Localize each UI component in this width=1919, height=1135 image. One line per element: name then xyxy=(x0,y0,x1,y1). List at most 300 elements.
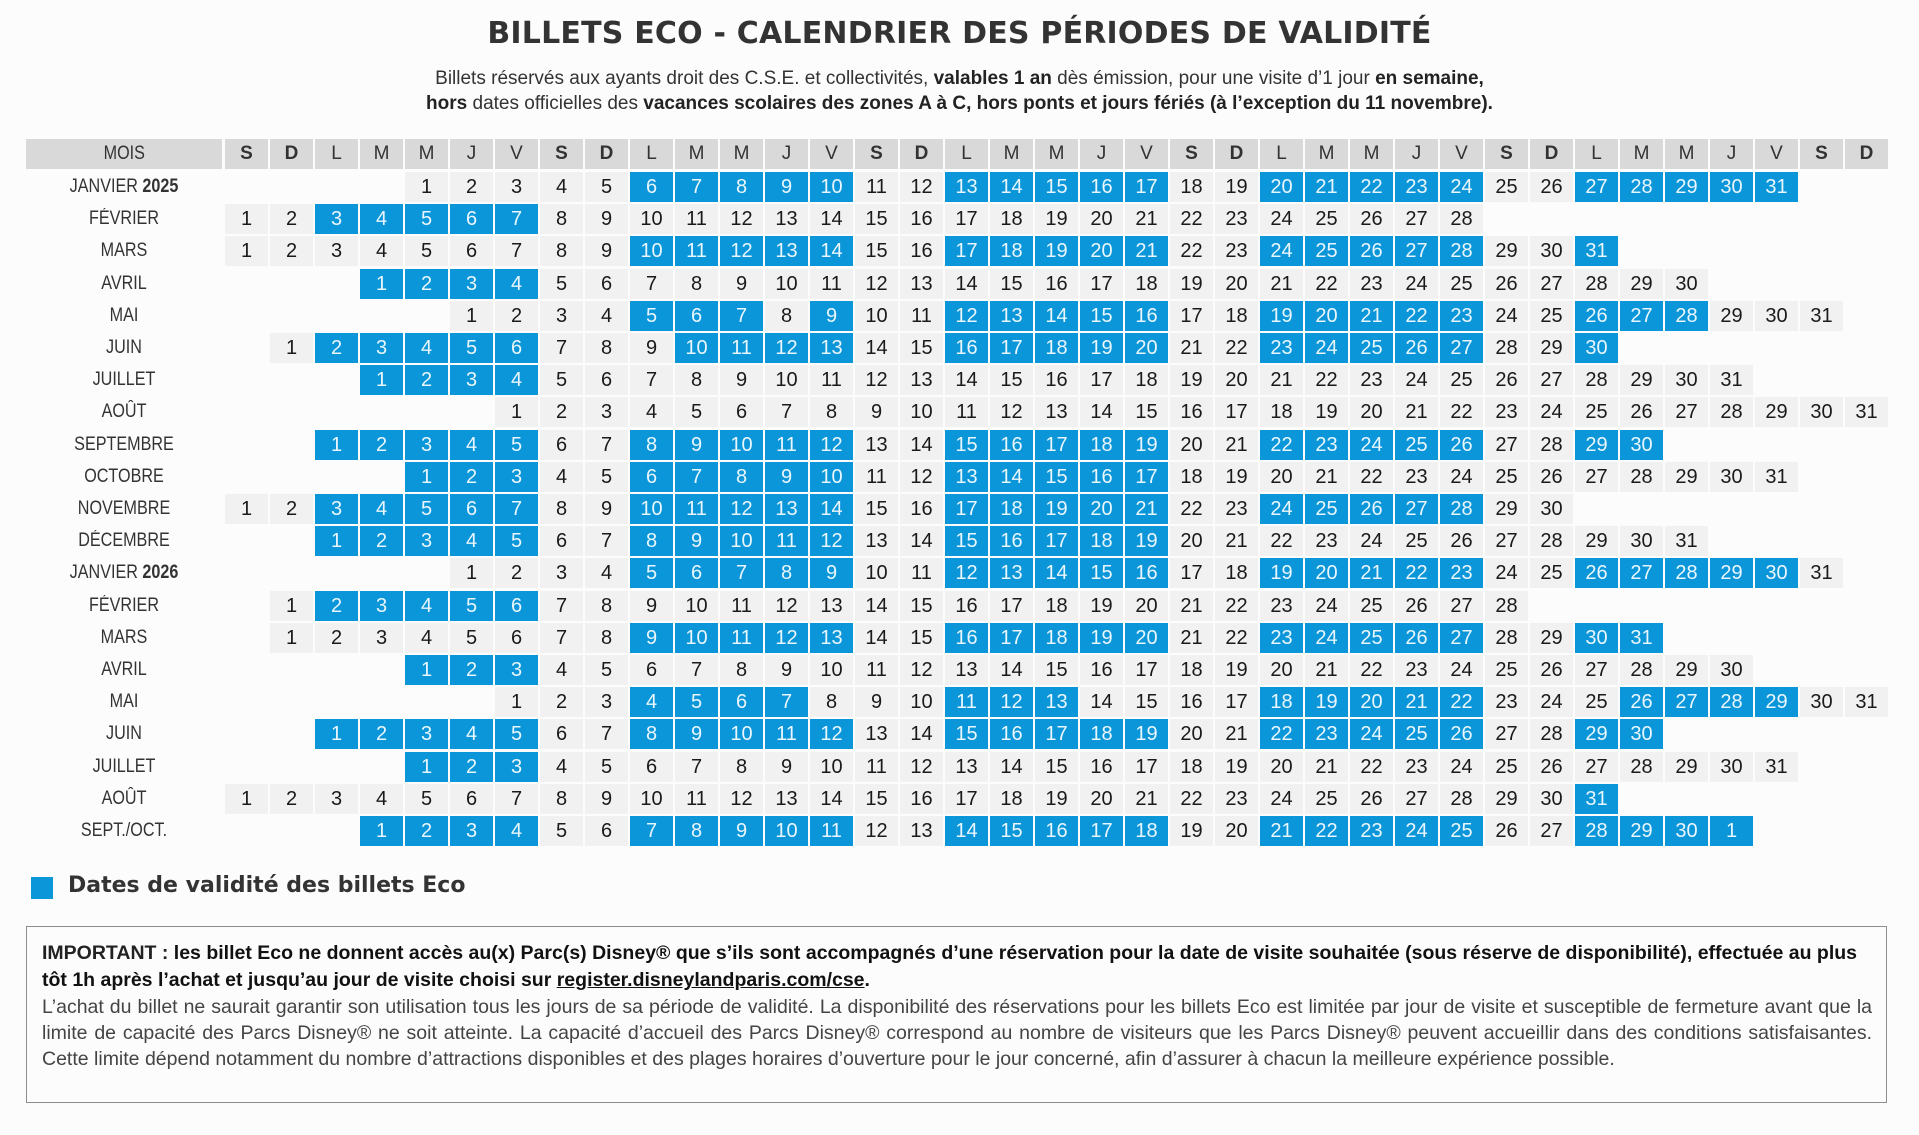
day-cell: 27 xyxy=(1530,269,1573,299)
valid-day-cell: 25 xyxy=(1350,623,1393,653)
valid-day-cell: 19 xyxy=(1035,236,1078,266)
valid-day-cell: 12 xyxy=(810,526,853,556)
day-cell: 1 xyxy=(495,687,538,717)
valid-day-cell: 4 xyxy=(450,719,493,749)
day-cell: 11 xyxy=(675,784,718,814)
month-name: SEPTEMBRE xyxy=(74,433,174,455)
valid-day-cell: 20 xyxy=(1125,623,1168,653)
day-cell: 8 xyxy=(585,591,628,621)
valid-day-cell: 9 xyxy=(675,430,718,460)
day-cell: 6 xyxy=(450,784,493,814)
valid-day-cell: 7 xyxy=(720,558,763,588)
valid-day-cell: 30 xyxy=(1665,816,1708,846)
day-cell: 6 xyxy=(540,430,583,460)
day-cell: 22 xyxy=(1350,462,1393,492)
day-cell: 28 xyxy=(1485,623,1528,653)
day-cell: 15 xyxy=(855,236,898,266)
valid-day-cell: 19 xyxy=(1080,333,1123,363)
day-cell: 11 xyxy=(855,462,898,492)
month-name: OCTOBRE xyxy=(84,465,164,487)
day-cell: 13 xyxy=(810,591,853,621)
valid-day-cell: 28 xyxy=(1665,558,1708,588)
day-cell: 14 xyxy=(1080,687,1123,717)
valid-day-cell: 2 xyxy=(315,333,358,363)
day-cell: 16 xyxy=(1035,365,1078,395)
valid-day-cell: 11 xyxy=(765,719,808,749)
subtitle-line-1 xyxy=(0,66,1919,91)
valid-day-cell: 22 xyxy=(1440,687,1483,717)
day-cell: 27 xyxy=(1440,591,1483,621)
valid-day-cell: 29 xyxy=(1575,430,1618,460)
month-name: JANVIER xyxy=(69,176,138,197)
day-cell: 29 xyxy=(1665,655,1708,685)
day-cell: 21 xyxy=(1215,526,1258,556)
valid-day-cell: 14 xyxy=(945,816,988,846)
day-cell: 22 xyxy=(1170,494,1213,524)
valid-day-cell: 21 xyxy=(1305,172,1348,202)
day-cell: 29 xyxy=(1710,301,1753,331)
day-cell: 27 xyxy=(1575,655,1618,685)
day-cell: 10 xyxy=(855,558,898,588)
valid-day-cell: 27 xyxy=(1395,494,1438,524)
valid-day-cell: 9 xyxy=(630,623,673,653)
day-cell: 1 xyxy=(270,623,313,653)
valid-day-cell: 11 xyxy=(765,430,808,460)
day-cell: 3 xyxy=(585,397,628,427)
valid-day-cell: 26 xyxy=(1350,236,1393,266)
weekday-header: S xyxy=(540,139,583,169)
month-label xyxy=(41,365,208,395)
weekday-header: M xyxy=(1620,139,1663,169)
month-name: MARS xyxy=(100,240,148,262)
day-cell: 23 xyxy=(1215,784,1258,814)
day-cell: 11 xyxy=(945,397,988,427)
day-cell: 25 xyxy=(1485,462,1528,492)
day-cell: 13 xyxy=(855,526,898,556)
month-label xyxy=(41,204,208,234)
valid-day-cell: 29 xyxy=(1620,816,1663,846)
day-cell: 26 xyxy=(1485,365,1528,395)
valid-day-cell: 4 xyxy=(360,204,403,234)
valid-day-cell: 22 xyxy=(1260,719,1303,749)
month-label xyxy=(41,397,208,427)
day-cell: 29 xyxy=(1755,397,1798,427)
day-cell: 21 xyxy=(1305,462,1348,492)
valid-day-cell: 29 xyxy=(1710,558,1753,588)
day-cell: 10 xyxy=(900,687,943,717)
day-cell: 14 xyxy=(900,430,943,460)
day-cell: 28 xyxy=(1440,784,1483,814)
day-cell: 10 xyxy=(855,301,898,331)
valid-day-cell: 11 xyxy=(945,687,988,717)
month-label xyxy=(41,430,208,460)
valid-day-cell: 3 xyxy=(405,526,448,556)
day-cell: 23 xyxy=(1350,269,1393,299)
valid-day-cell: 21 xyxy=(1125,494,1168,524)
valid-day-cell: 16 xyxy=(1035,816,1078,846)
valid-day-cell: 10 xyxy=(630,494,673,524)
valid-day-cell: 27 xyxy=(1665,687,1708,717)
day-cell: 11 xyxy=(720,591,763,621)
day-cell: 30 xyxy=(1710,752,1753,782)
important-notice-box xyxy=(26,926,1887,1103)
valid-day-cell: 16 xyxy=(945,623,988,653)
weekday-header: L xyxy=(315,139,358,169)
day-cell: 13 xyxy=(1035,397,1078,427)
month-name: MAI xyxy=(109,691,139,713)
weekday-header: D xyxy=(270,139,313,169)
day-cell: 1 xyxy=(225,236,268,266)
valid-day-cell: 16 xyxy=(990,719,1033,749)
day-cell: 18 xyxy=(1170,462,1213,492)
valid-day-cell: 27 xyxy=(1620,558,1663,588)
month-label xyxy=(41,333,208,363)
day-cell: 28 xyxy=(1575,365,1618,395)
day-cell: 11 xyxy=(900,558,943,588)
day-cell: 16 xyxy=(900,784,943,814)
month-name: FÉVRIER xyxy=(88,208,159,230)
day-cell: 28 xyxy=(1530,430,1573,460)
valid-day-cell: 3 xyxy=(360,333,403,363)
valid-day-cell: 8 xyxy=(720,172,763,202)
month-label xyxy=(41,172,208,202)
valid-day-cell: 3 xyxy=(495,655,538,685)
day-cell: 9 xyxy=(765,655,808,685)
month-label xyxy=(41,236,208,266)
day-cell: 15 xyxy=(1035,752,1078,782)
weekday-header: M xyxy=(1035,139,1078,169)
month-column-header xyxy=(26,139,222,169)
valid-day-cell: 26 xyxy=(1440,430,1483,460)
weekday-header: D xyxy=(1845,139,1888,169)
valid-day-cell: 1 xyxy=(360,269,403,299)
day-cell: 27 xyxy=(1530,816,1573,846)
valid-day-cell: 2 xyxy=(450,752,493,782)
weekday-header: V xyxy=(495,139,538,169)
day-cell: 5 xyxy=(675,397,718,427)
day-cell: 15 xyxy=(855,204,898,234)
valid-day-cell: 18 xyxy=(1080,526,1123,556)
weekday-header: M xyxy=(1305,139,1348,169)
day-cell: 25 xyxy=(1305,204,1348,234)
valid-day-cell: 15 xyxy=(945,430,988,460)
valid-day-cell: 27 xyxy=(1440,623,1483,653)
weekday-header: S xyxy=(1485,139,1528,169)
day-cell: 12 xyxy=(900,655,943,685)
day-cell: 19 xyxy=(1170,269,1213,299)
day-cell: 19 xyxy=(1080,591,1123,621)
valid-day-cell: 16 xyxy=(1125,301,1168,331)
day-cell: 9 xyxy=(855,687,898,717)
month-name: MAI xyxy=(109,304,139,326)
legend-label: Dates de validité des billets Eco xyxy=(68,873,466,898)
day-cell: 5 xyxy=(585,752,628,782)
valid-day-cell: 3 xyxy=(405,430,448,460)
day-cell: 21 xyxy=(1170,623,1213,653)
day-cell: 10 xyxy=(630,784,673,814)
weekday-header: D xyxy=(585,139,628,169)
weekday-header: J xyxy=(1395,139,1438,169)
day-cell: 7 xyxy=(540,623,583,653)
day-cell: 7 xyxy=(495,236,538,266)
day-cell: 14 xyxy=(810,204,853,234)
day-cell: 8 xyxy=(810,687,853,717)
day-cell: 18 xyxy=(990,204,1033,234)
valid-day-cell: 19 xyxy=(1125,430,1168,460)
day-cell: 2 xyxy=(315,623,358,653)
valid-day-cell: 16 xyxy=(990,526,1033,556)
valid-day-cell: 19 xyxy=(1260,558,1303,588)
day-cell: 4 xyxy=(540,655,583,685)
valid-day-cell: 6 xyxy=(630,462,673,492)
day-cell: 23 xyxy=(1305,526,1348,556)
weekday-header: J xyxy=(765,139,808,169)
day-cell: 13 xyxy=(945,752,988,782)
day-cell: 15 xyxy=(855,784,898,814)
day-cell: 11 xyxy=(855,752,898,782)
important-notice-body: L’achat du billet ne saurait garantir son utilisation tous les jours de sa période de validité. La disponibilité des réservations pour les billets Eco est limitée par jour de visite et susceptible de fermeture avant que la limite de capacité des Parcs Disney® ne soit atteinte. La capacité d’accueil des Parcs Disney® correspond au nombre de visiteurs que les Parcs Disney® peuvent accueillir dans des conditions satisfaisantes. Cette limite dépend notamment du nombre d’attractions disponibles et des plages horaires d’ouverture pour le jour concerné, afin d’assurer à chacun la meilleure expérience possible. xyxy=(42,996,1872,1070)
day-cell: 27 xyxy=(1395,784,1438,814)
weekday-header: S xyxy=(225,139,268,169)
valid-day-cell: 5 xyxy=(630,301,673,331)
valid-day-cell: 11 xyxy=(720,333,763,363)
day-cell: 7 xyxy=(675,655,718,685)
day-cell: 3 xyxy=(540,558,583,588)
day-cell: 24 xyxy=(1485,558,1528,588)
day-cell: 8 xyxy=(765,301,808,331)
valid-day-cell: 19 xyxy=(1305,687,1348,717)
valid-day-cell: 11 xyxy=(675,494,718,524)
valid-day-cell: 10 xyxy=(810,462,853,492)
day-cell: 10 xyxy=(765,365,808,395)
day-cell: 6 xyxy=(630,655,673,685)
day-cell: 20 xyxy=(1080,204,1123,234)
weekday-header: M xyxy=(990,139,1033,169)
valid-day-cell: 1 xyxy=(315,526,358,556)
weekday-header: S xyxy=(1800,139,1843,169)
day-cell: 27 xyxy=(1575,462,1618,492)
day-cell: 6 xyxy=(630,752,673,782)
day-cell: 2 xyxy=(270,236,313,266)
valid-day-cell: 24 xyxy=(1305,333,1348,363)
valid-day-cell: 8 xyxy=(630,719,673,749)
day-cell: 7 xyxy=(630,365,673,395)
day-cell: 9 xyxy=(585,784,628,814)
day-cell: 28 xyxy=(1710,397,1753,427)
day-cell: 14 xyxy=(810,784,853,814)
valid-day-cell: 1 xyxy=(360,365,403,395)
day-cell: 10 xyxy=(900,397,943,427)
day-cell: 27 xyxy=(1485,430,1528,460)
subtitle-run: Billets réservés aux ayants droit des C.S.E. et collectivités, xyxy=(435,68,934,89)
valid-day-cell: 21 xyxy=(1260,816,1303,846)
day-cell: 1 xyxy=(495,397,538,427)
day-cell: 12 xyxy=(900,462,943,492)
month-label xyxy=(41,687,208,717)
valid-day-cell: 24 xyxy=(1350,430,1393,460)
valid-day-cell: 1 xyxy=(1710,816,1753,846)
month-name: AVRIL xyxy=(101,659,147,680)
valid-day-cell: 13 xyxy=(765,494,808,524)
day-cell: 19 xyxy=(1170,816,1213,846)
valid-day-cell: 7 xyxy=(675,462,718,492)
valid-day-cell: 12 xyxy=(990,687,1033,717)
registration-link[interactable]: register.disneylandparis.com/cse xyxy=(556,969,865,991)
day-cell: 6 xyxy=(585,365,628,395)
valid-day-cell: 17 xyxy=(1080,816,1123,846)
day-cell: 9 xyxy=(585,236,628,266)
month-name: JUILLET xyxy=(92,755,156,777)
day-cell: 4 xyxy=(540,462,583,492)
day-cell: 21 xyxy=(1215,719,1258,749)
valid-day-cell: 13 xyxy=(810,623,853,653)
day-cell: 17 xyxy=(1215,687,1258,717)
day-cell: 5 xyxy=(585,655,628,685)
day-cell: 8 xyxy=(585,623,628,653)
month-label xyxy=(41,494,208,524)
day-cell: 19 xyxy=(1170,365,1213,395)
month-label xyxy=(41,269,208,299)
day-cell: 2 xyxy=(540,687,583,717)
day-cell: 22 xyxy=(1440,397,1483,427)
day-cell: 4 xyxy=(540,752,583,782)
valid-day-cell: 14 xyxy=(810,236,853,266)
day-cell: 1 xyxy=(225,784,268,814)
valid-day-cell: 24 xyxy=(1440,172,1483,202)
legend-swatch-icon xyxy=(31,877,53,899)
day-cell: 5 xyxy=(405,784,448,814)
valid-day-cell: 16 xyxy=(1080,462,1123,492)
valid-day-cell: 8 xyxy=(630,430,673,460)
month-year: 2025 xyxy=(137,176,179,197)
valid-day-cell: 12 xyxy=(765,333,808,363)
day-cell: 8 xyxy=(540,236,583,266)
day-cell: 2 xyxy=(270,784,313,814)
day-cell: 15 xyxy=(990,365,1033,395)
valid-day-cell: 16 xyxy=(945,333,988,363)
day-cell: 14 xyxy=(990,655,1033,685)
valid-day-cell: 4 xyxy=(450,526,493,556)
day-cell: 29 xyxy=(1620,269,1663,299)
day-cell: 30 xyxy=(1665,365,1708,395)
day-cell: 26 xyxy=(1530,462,1573,492)
valid-day-cell: 19 xyxy=(1035,494,1078,524)
day-cell: 7 xyxy=(675,752,718,782)
day-cell: 15 xyxy=(900,591,943,621)
valid-day-cell: 31 xyxy=(1620,623,1663,653)
valid-day-cell: 6 xyxy=(675,301,718,331)
valid-day-cell: 17 xyxy=(1035,526,1078,556)
valid-day-cell: 20 xyxy=(1305,558,1348,588)
valid-day-cell: 27 xyxy=(1575,172,1618,202)
day-cell: 12 xyxy=(855,269,898,299)
day-cell: 21 xyxy=(1125,784,1168,814)
valid-day-cell: 12 xyxy=(720,236,763,266)
day-cell: 12 xyxy=(855,365,898,395)
day-cell: 20 xyxy=(1350,397,1393,427)
valid-day-cell: 28 xyxy=(1620,172,1663,202)
valid-day-cell: 7 xyxy=(765,687,808,717)
valid-day-cell: 9 xyxy=(765,462,808,492)
day-cell: 30 xyxy=(1665,269,1708,299)
day-cell: 24 xyxy=(1485,301,1528,331)
day-cell: 28 xyxy=(1620,655,1663,685)
valid-day-cell: 5 xyxy=(450,333,493,363)
valid-day-cell: 29 xyxy=(1755,687,1798,717)
valid-day-cell: 12 xyxy=(945,558,988,588)
weekday-header: L xyxy=(630,139,673,169)
day-cell: 26 xyxy=(1350,784,1393,814)
day-cell: 11 xyxy=(855,172,898,202)
weekday-header: L xyxy=(945,139,988,169)
day-cell: 8 xyxy=(675,269,718,299)
day-cell: 24 xyxy=(1260,204,1303,234)
day-cell: 19 xyxy=(1215,655,1258,685)
day-cell: 27 xyxy=(1395,204,1438,234)
day-cell: 18 xyxy=(1170,752,1213,782)
day-cell: 4 xyxy=(360,236,403,266)
valid-day-cell: 14 xyxy=(1035,558,1078,588)
weekday-header: D xyxy=(1530,139,1573,169)
day-cell: 18 xyxy=(1215,301,1258,331)
valid-day-cell: 23 xyxy=(1440,558,1483,588)
day-cell: 31 xyxy=(1710,365,1753,395)
day-cell: 30 xyxy=(1530,784,1573,814)
valid-day-cell: 26 xyxy=(1575,301,1618,331)
valid-day-cell: 18 xyxy=(1260,687,1303,717)
day-cell: 5 xyxy=(540,816,583,846)
valid-day-cell: 4 xyxy=(360,494,403,524)
valid-day-cell: 23 xyxy=(1305,430,1348,460)
valid-day-cell: 10 xyxy=(720,526,763,556)
day-cell: 9 xyxy=(585,204,628,234)
day-cell: 25 xyxy=(1440,269,1483,299)
valid-day-cell: 15 xyxy=(1035,462,1078,492)
weekday-header: V xyxy=(1440,139,1483,169)
day-cell: 14 xyxy=(945,269,988,299)
important-bold-end: . xyxy=(864,969,870,991)
day-cell: 24 xyxy=(1440,752,1483,782)
valid-day-cell: 5 xyxy=(495,719,538,749)
valid-day-cell: 13 xyxy=(945,462,988,492)
valid-day-cell: 26 xyxy=(1395,623,1438,653)
day-cell: 23 xyxy=(1215,494,1258,524)
month-year: 2026 xyxy=(137,562,179,584)
day-cell: 27 xyxy=(1530,365,1573,395)
valid-day-cell: 5 xyxy=(675,687,718,717)
day-cell: 7 xyxy=(585,719,628,749)
valid-day-cell: 9 xyxy=(675,719,718,749)
day-cell: 13 xyxy=(900,269,943,299)
month-name: MARS xyxy=(100,626,148,648)
day-cell: 24 xyxy=(1395,269,1438,299)
weekday-header: J xyxy=(450,139,493,169)
valid-day-cell: 24 xyxy=(1395,816,1438,846)
valid-day-cell: 20 xyxy=(1080,236,1123,266)
day-cell: 2 xyxy=(540,397,583,427)
day-cell: 23 xyxy=(1395,462,1438,492)
day-cell: 20 xyxy=(1170,526,1213,556)
valid-day-cell: 3 xyxy=(450,269,493,299)
day-cell: 14 xyxy=(1080,397,1123,427)
day-cell: 29 xyxy=(1485,236,1528,266)
valid-day-cell: 23 xyxy=(1350,816,1393,846)
day-cell: 18 xyxy=(1215,558,1258,588)
valid-day-cell: 3 xyxy=(315,204,358,234)
valid-day-cell: 29 xyxy=(1575,719,1618,749)
day-cell: 13 xyxy=(900,816,943,846)
day-cell: 14 xyxy=(945,365,988,395)
